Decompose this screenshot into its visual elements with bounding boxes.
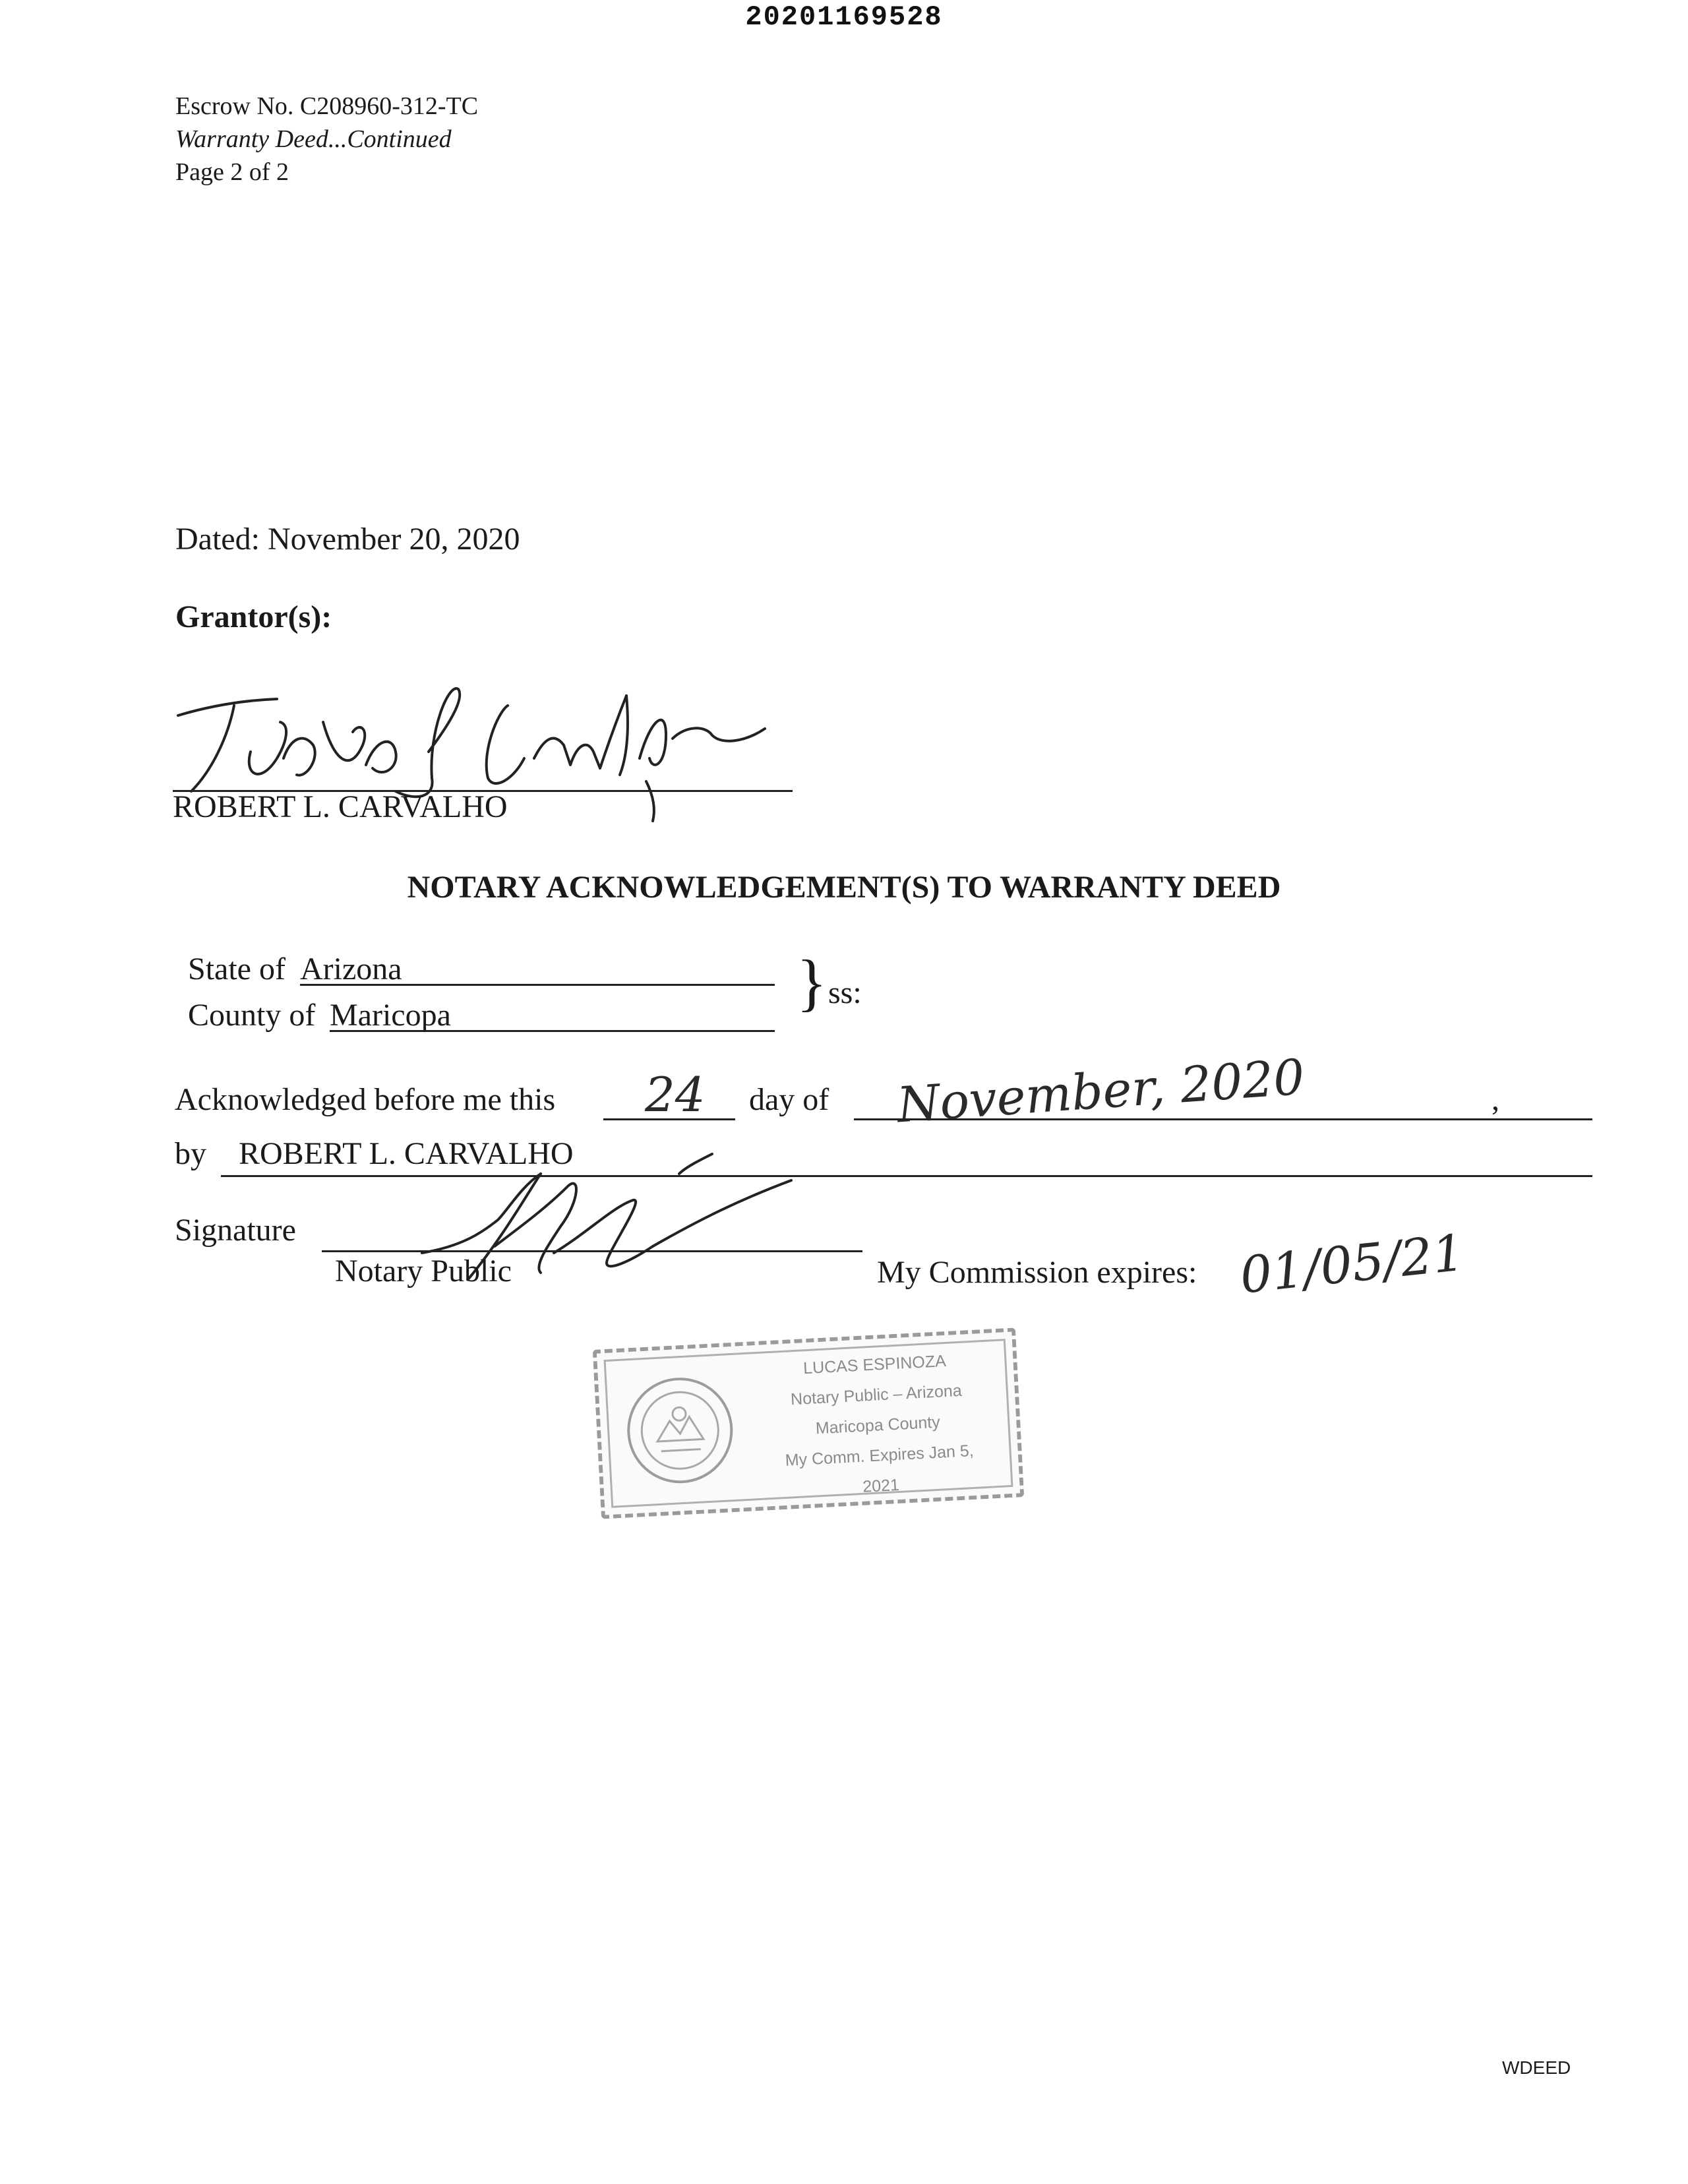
escrow-number: Escrow No. C208960-312-TC — [175, 92, 479, 120]
county-line — [330, 1030, 775, 1032]
acknowledged-day: 24 — [645, 1067, 706, 1122]
notary-stamp — [593, 1327, 1025, 1519]
month-year-line — [854, 1118, 1592, 1120]
day-of-label: day of — [749, 1082, 829, 1117]
grantor-name: ROBERT L. CARVALHO — [173, 789, 508, 824]
dated-line: Dated: November 20, 2020 — [175, 522, 520, 557]
commission-expires-label: My Commission expires: — [877, 1255, 1197, 1290]
day-line — [603, 1118, 735, 1120]
notary-signature-line — [322, 1250, 862, 1252]
acknowledged-month-year: November, 2020 — [895, 1048, 1307, 1134]
by-label: by — [175, 1136, 206, 1171]
acknowledged-prefix: Acknowledged before me this — [175, 1082, 556, 1117]
arizona-seal-icon — [621, 1372, 739, 1490]
notary-section-title: NOTARY ACKNOWLEDGEMENT(S) TO WARRANTY DEED — [407, 870, 1281, 905]
state-label: State of — [188, 952, 286, 986]
venue-brace: } — [797, 947, 828, 1017]
venue-ss: ss: — [828, 975, 862, 1010]
stamp-county: Maricopa County — [815, 1412, 941, 1438]
acknowledged-comma: , — [1492, 1082, 1499, 1117]
notary-public-label: Notary Public — [335, 1254, 512, 1289]
county-label: County of — [188, 998, 316, 1033]
footer-code: WDEED — [1502, 2057, 1571, 2078]
document-subtitle: Warranty Deed...Continued — [175, 125, 452, 153]
county-value: Maricopa — [330, 998, 451, 1033]
stamp-commission-expiry: My Comm. Expires Jan 5, 2021 — [785, 1441, 975, 1496]
signature-label: Signature — [175, 1213, 296, 1248]
recording-number: 20201169528 — [745, 1, 943, 33]
commission-expires-date: 01/05/21 — [1237, 1223, 1468, 1305]
stamp-notary-title: Notary Public – Arizona — [790, 1381, 963, 1409]
page-number: Page 2 of 2 — [175, 158, 289, 186]
grantor-label: Grantor(s): — [175, 599, 332, 634]
state-line — [300, 984, 775, 986]
by-name: ROBERT L. CARVALHO — [239, 1136, 574, 1171]
state-value: Arizona — [300, 952, 402, 986]
stamp-notary-name: LUCAS ESPINOZA — [802, 1351, 947, 1378]
